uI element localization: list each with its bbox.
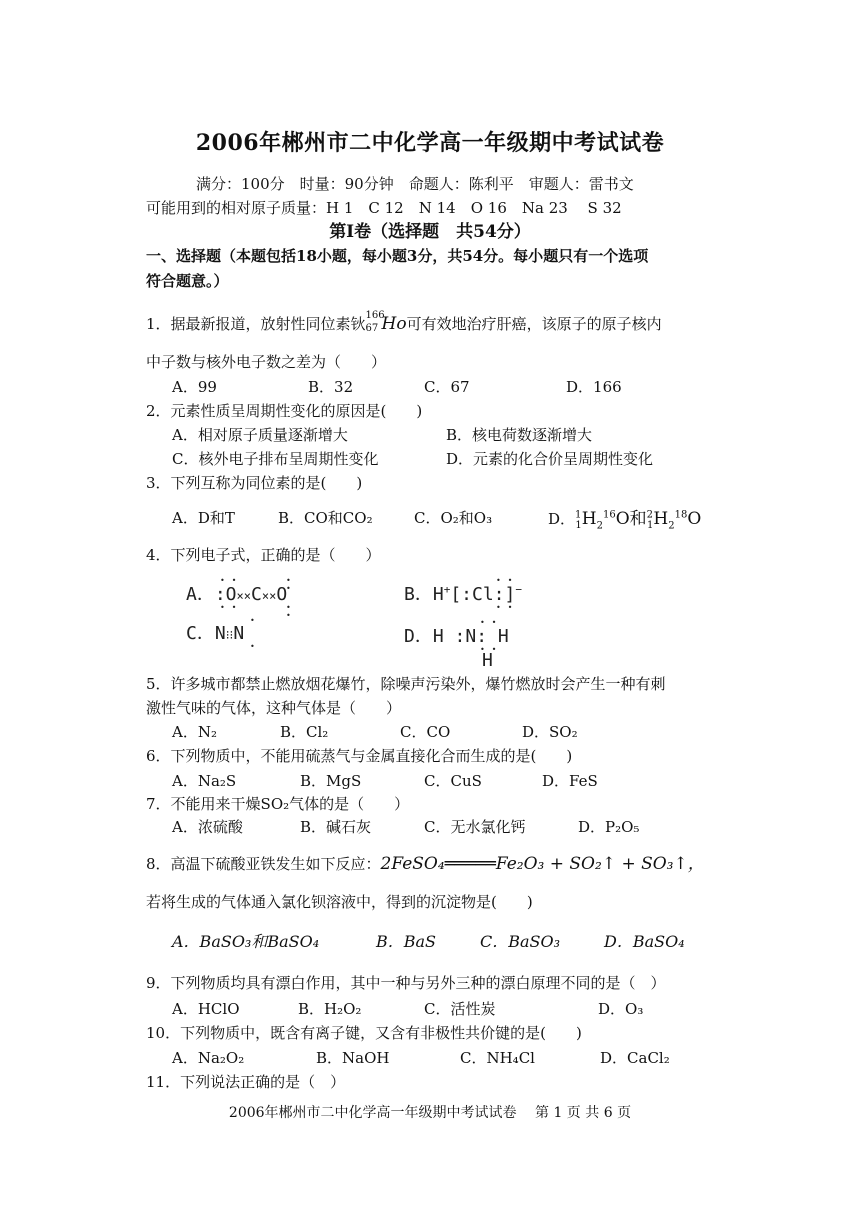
q1-option-c: C．67 — [424, 378, 470, 396]
question-7-stem: 7．不能用来干燥SO₂气体的是（ ） — [146, 795, 410, 813]
q7-option-a: A．浓硫酸 — [172, 818, 243, 836]
question-5-line1: 5．许多城市都禁止燃放烟花爆竹，除噪声污染外，爆竹燃放时会产生一种有刺 — [146, 675, 666, 693]
q9-option-a: A．HClO — [172, 1000, 240, 1018]
q6-option-d: D．FeS — [542, 772, 598, 790]
q9-option-d: D．O₃ — [598, 1000, 644, 1018]
q1-option-a: A．99 — [172, 378, 217, 396]
q10-option-a: A．Na₂O₂ — [172, 1049, 245, 1067]
atomic-masses: 可能用到的相对原子质量：H 1 C 12 N 14 O 16 Na 23 S 32 — [146, 199, 622, 217]
q7-option-c: C．无水氯化钙 — [424, 818, 526, 836]
q8-option-a: A．BaSO₃和BaSO₄ — [172, 932, 320, 951]
q2-option-a: A．相对原子质量逐渐增大 — [172, 426, 348, 444]
lewis-structure-c: C．N⁝⁝N • • — [186, 616, 256, 651]
q10-option-c: C．NH₄Cl — [460, 1049, 535, 1067]
q10-option-d: D．CaCl₂ — [600, 1049, 670, 1067]
question-5-line2: 激性气味的气体，这种气体是（ ） — [146, 699, 402, 717]
q8-option-d: D．BaSO₄ — [604, 932, 685, 951]
question-8-stem: 8．高温下硫酸亚铁发生如下反应：2FeSO₄═════Fe₂O₃ + SO₂↑ + SO₃↑， — [146, 854, 705, 874]
q1-option-b: B．32 — [308, 378, 354, 396]
exam-meta: 满分：100分 时量：90分钟 命题人：陈利平 审题人：雷书文 — [196, 175, 634, 193]
q3-option-b: B．CO和CO₂ — [278, 509, 373, 527]
question-4-stem: 4．下列电子式，正确的是（ ） — [146, 546, 381, 564]
q10-option-b: B．NaOH — [316, 1049, 390, 1067]
q6-option-c: C．CuS — [424, 772, 482, 790]
q5-option-a: A．N₂ — [172, 723, 217, 741]
q9-option-c: C．活性炭 — [424, 1000, 496, 1018]
question-10-stem: 10．下列物质中，既含有离子键，又含有非极性共价键的是( ) — [146, 1024, 582, 1042]
lewis-structure-a: A．:O××C××O • • • • • • • • — [186, 576, 292, 620]
q8-option-b: B．BaS — [376, 932, 437, 951]
q3-option-c: C．O₂和O₃ — [414, 509, 493, 527]
section-title: 第Ⅰ卷（选择题 共54分） — [329, 222, 531, 242]
isotope-notation: 166 67 — [365, 310, 385, 334]
reaction-equation: 2FeSO₄═════Fe₂O₃ + SO₂↑ + SO₃↑， — [380, 854, 705, 874]
q3-option-d: D．$^1_1H_2^{16}O$和$^2_1H_2^{18}O$ — [548, 509, 702, 532]
q5-option-d: D．SO₂ — [522, 723, 578, 741]
lewis-structure-d: D．H :N: H • • • • H — [404, 618, 509, 671]
question-11-stem: 11．下列说法正确的是（ ） — [146, 1073, 346, 1091]
q6-option-a: A．Na₂S — [172, 772, 237, 790]
q2-option-c: C．核外电子排布呈周期性变化 — [172, 450, 379, 468]
q1-option-d: D．166 — [566, 378, 622, 396]
q5-option-c: C．CO — [400, 723, 451, 741]
q7-option-d: D．P₂O₅ — [578, 818, 640, 836]
question-8-line2: 若将生成的气体通入氯化钡溶液中，得到的沉淀物是( ) — [146, 893, 533, 911]
page-footer: 2006年郴州市二中化学高一年级期中考试试卷 第 1 页 共 6 页 — [228, 1105, 632, 1121]
question-1-line2: 中子数与核外电子数之差为（ ） — [146, 353, 387, 371]
question-3-stem: 3．下列互称为同位素的是( ) — [146, 474, 363, 492]
q8-option-c: C．BaSO₃ — [480, 932, 561, 951]
question-9-stem: 9．下列物质均具有漂白作用，其中一种与另外三种的漂白原理不同的是（ ） — [146, 974, 666, 992]
q6-option-b: B．MgS — [300, 772, 362, 790]
section-instruction-1: 一、选择题（本题包括18小题，每小题3分，共54分。每小题只有一个选项 — [146, 247, 649, 265]
lewis-structure-b: B．H+[:Cl:]− • • • • — [404, 576, 522, 612]
question-6-stem: 6．下列物质中，不能用硫蒸气与金属直接化合而生成的是( ) — [146, 747, 573, 765]
q2-option-b: B．核电荷数逐渐增大 — [446, 426, 593, 444]
question-2-stem: 2．元素性质呈周期性变化的原因是( ) — [146, 402, 423, 420]
q9-option-b: B．H₂O₂ — [298, 1000, 362, 1018]
q7-option-b: B．碱石灰 — [300, 818, 372, 836]
question-1-stem: 1．据最新报道，放射性同位素钬 166 67 Ho可有效地治疗肝癌，该原子的原子核内 — [146, 310, 662, 334]
q2-option-d: D．元素的化合价呈周期性变化 — [446, 450, 654, 468]
q5-option-b: B．Cl₂ — [280, 723, 329, 741]
section-instruction-2: 符合题意。） — [146, 272, 229, 290]
page-title: 2006年郴州市二中化学高一年级期中考试试卷 — [195, 130, 665, 156]
q3-option-a: A．D和T — [172, 509, 235, 527]
